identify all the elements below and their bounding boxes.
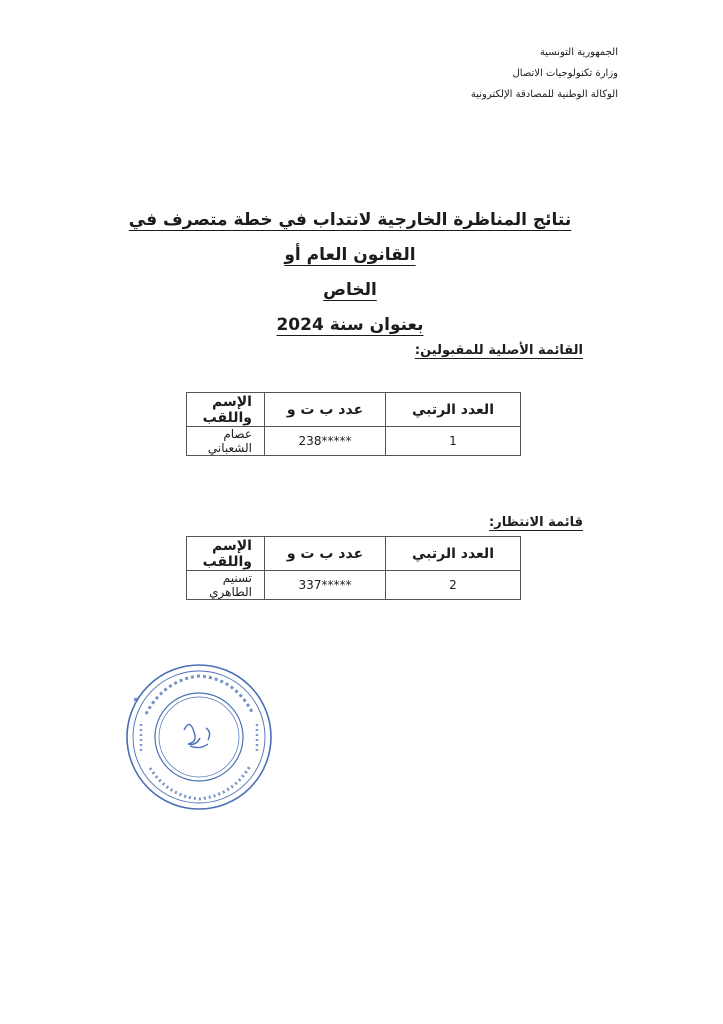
stamp-ring-2 [133,671,265,803]
admitted-list-label: القائمة الأصلية للمقبولين: [414,343,583,358]
stamp-inner-ring-2 [159,697,239,777]
title-line-3: بعنوان سنة 2024 [276,315,424,335]
stamp-outer-ring [127,665,271,809]
cell-cin: 238***** [265,427,386,456]
cell-name: تسنيم الطاهري [187,571,265,600]
cell-rank: 2 [386,571,521,600]
letterhead-republic: الجمهورية التونسية [539,47,618,58]
header-name: الإسم واللقب [187,393,265,427]
admitted-table [186,392,521,456]
waiting-table [186,536,521,600]
header-rank: العدد الرتبي [386,537,521,571]
stamp-legend-top [146,676,252,714]
cell-cin: 337***** [265,571,386,600]
stamp-inner-ring [155,693,243,781]
cell-name: عصام الشعباني [187,427,265,456]
stamp-star-icon [134,698,137,701]
stamp-center-emblem [184,724,210,747]
letterhead [471,42,618,105]
title-line-2: الخاص [323,280,377,300]
header-cin: عدد ب ت و [265,393,386,427]
admitted-table-header [187,393,521,427]
header-name: الإسم واللقب [187,537,265,571]
table-row [187,427,521,456]
letterhead-agency: الوكالة الوطنية للمصادقة الإلكترونية [470,89,618,100]
waiting-table-header [187,537,521,571]
header-cin: عدد ب ت و [265,537,386,571]
document-title [100,203,600,343]
table-row [187,571,521,600]
cell-rank: 1 [386,427,521,456]
title-line-1: نتائج المناظرة الخارجية لانتداب في خطة متصرف في القانون العام أو [128,210,572,265]
official-stamp [124,662,274,812]
header-rank: العدد الرتبي [386,393,521,427]
waiting-list-label: قائمة الانتظار: [489,515,583,530]
letterhead-ministry: وزارة تكنولوجيات الاتصال [512,68,618,79]
